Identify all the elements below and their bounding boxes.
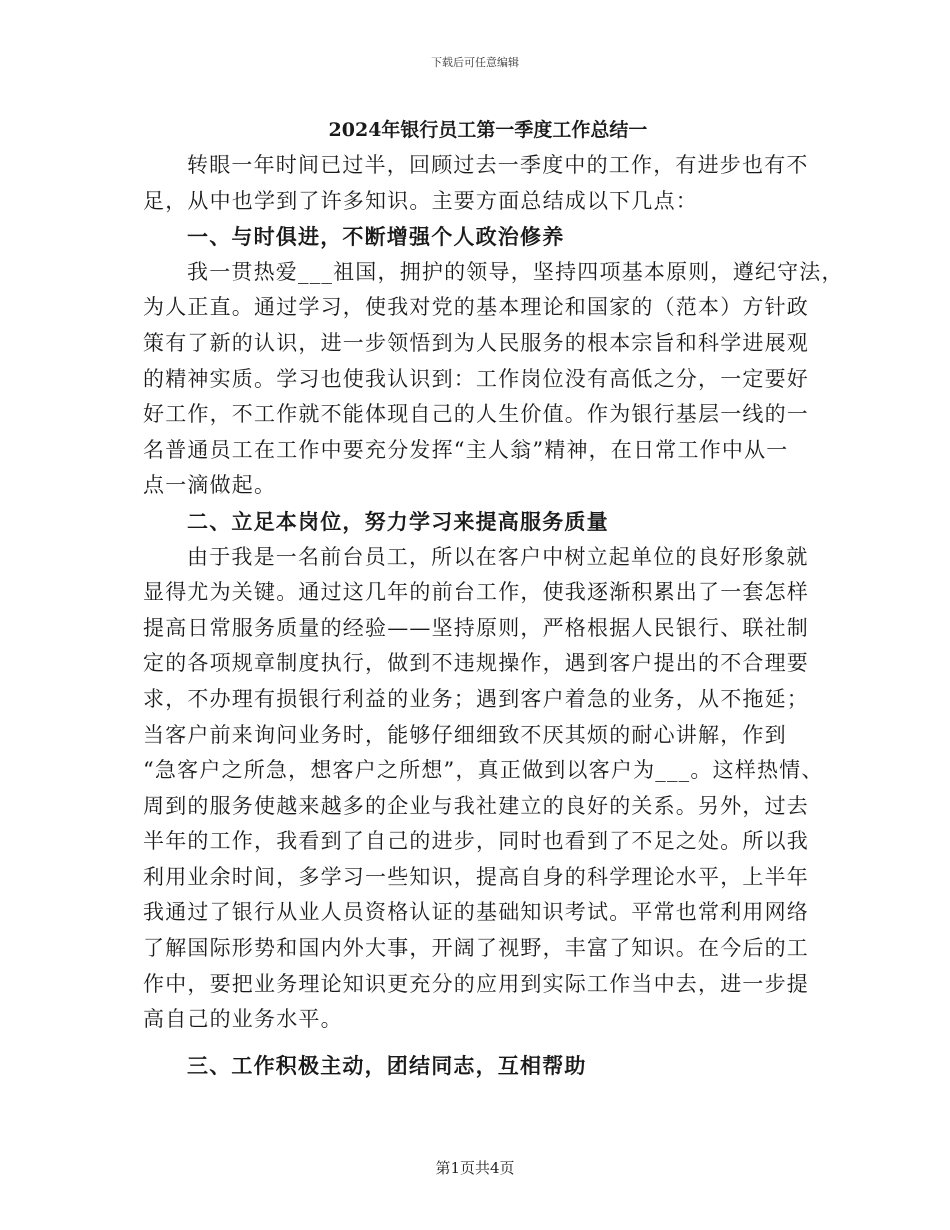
paragraph-line: 定的各项规章制度执行，做到不违规操作，遇到客户提出的不合理要 — [143, 651, 809, 676]
paragraph-line: 转眼一年时间已过半，回顾过去一季度中的工作，有进步也有不 — [187, 153, 809, 177]
paragraph-line: 足，从中也学到了许多知识。主要方面总结成以下几点： — [143, 188, 698, 213]
paragraph-line: 周到的服务使越来越多的企业与我社建立的良好的关系。另外，过去 — [143, 793, 809, 818]
paragraph-line: 名普通员工在工作中要充分发挥“主人翁”精神，在日常工作中从一 — [143, 437, 789, 462]
paragraph-line: 当客户前来询问业务时，能够仔细细致不厌其烦的耐心讲解，作到 — [143, 722, 787, 747]
section-heading: 一、与时俱进，不断增强个人政治修养 — [187, 224, 565, 250]
paragraph-line: 由于我是一名前台员工，所以在客户中树立起单位的良好形象就 — [187, 544, 809, 569]
paragraph-line: 点一滴做起。 — [143, 473, 277, 498]
paragraph-line: 好工作，不工作就不能体现自己的人生价值。作为银行基层一线的一 — [143, 402, 809, 427]
page-header: 下载后可任意编辑 — [431, 56, 519, 69]
paragraph-line: 半年的工作，我看到了自己的进步，同时也看到了不足之处。所以我 — [143, 829, 809, 854]
paragraph-line: 显得尤为关键。通过这几年的前台工作，使我逐渐积累出了一套怎样 — [143, 580, 809, 605]
page-footer: 第1页共4页 — [435, 1159, 515, 1177]
paragraph-line: 的精神实质。学习也使我认识到：工作岗位没有高低之分，一定要好 — [143, 366, 809, 391]
paragraph-line: “急客户之所急，想客户之所想”，真正做到以客户为___。这样热情、 — [143, 758, 824, 783]
paragraph-line: 了解国际形势和国内外大事，开阔了视野，丰富了知识。在今后的工 — [143, 936, 809, 961]
section-gap — [143, 1038, 803, 1048]
paragraph-line: 利用业余时间，多学习一些知识，提高自身的科学理论水平，上半年 — [143, 864, 809, 889]
paragraph-line: 高自己的业务水平。 — [143, 1007, 343, 1032]
document-lines — [143, 148, 844, 1083]
section-heading: 三、工作积极主动，团结同志，互相帮助 — [187, 1052, 587, 1078]
paragraph-line: 我通过了银行从业人员资格认证的基础知识考试。平常也常利用网络 — [143, 900, 809, 925]
paragraph-line: 策有了新的认识，进一步领悟到为人民服务的根本宗旨和科学进展观 — [143, 330, 809, 355]
paragraph-line: 为人正直。通过学习，使我对党的基本理论和国家的（范本）方针政 — [143, 295, 809, 320]
paragraph-line: 作中，要把业务理论知识更充分的应用到实际工作当中去，进一步提 — [143, 971, 809, 996]
document-body — [143, 112, 844, 1083]
paragraph-line: 求，不办理有损银行利益的业务；遇到客户着急的业务，从不拖延； — [143, 686, 809, 711]
document-title: 2024年银行员工第一季度工作总结一 — [328, 119, 648, 141]
paragraph-line: 我一贯热爱___祖国，拥护的领导，坚持四项基本原则，遵纪守法， — [187, 259, 844, 284]
section-heading: 二、立足本岗位，努力学习来提高服务质量 — [187, 508, 609, 534]
paragraph-line: 提高日常服务质量的经验——坚持原则，严格根据人民银行、联社制 — [143, 615, 809, 640]
